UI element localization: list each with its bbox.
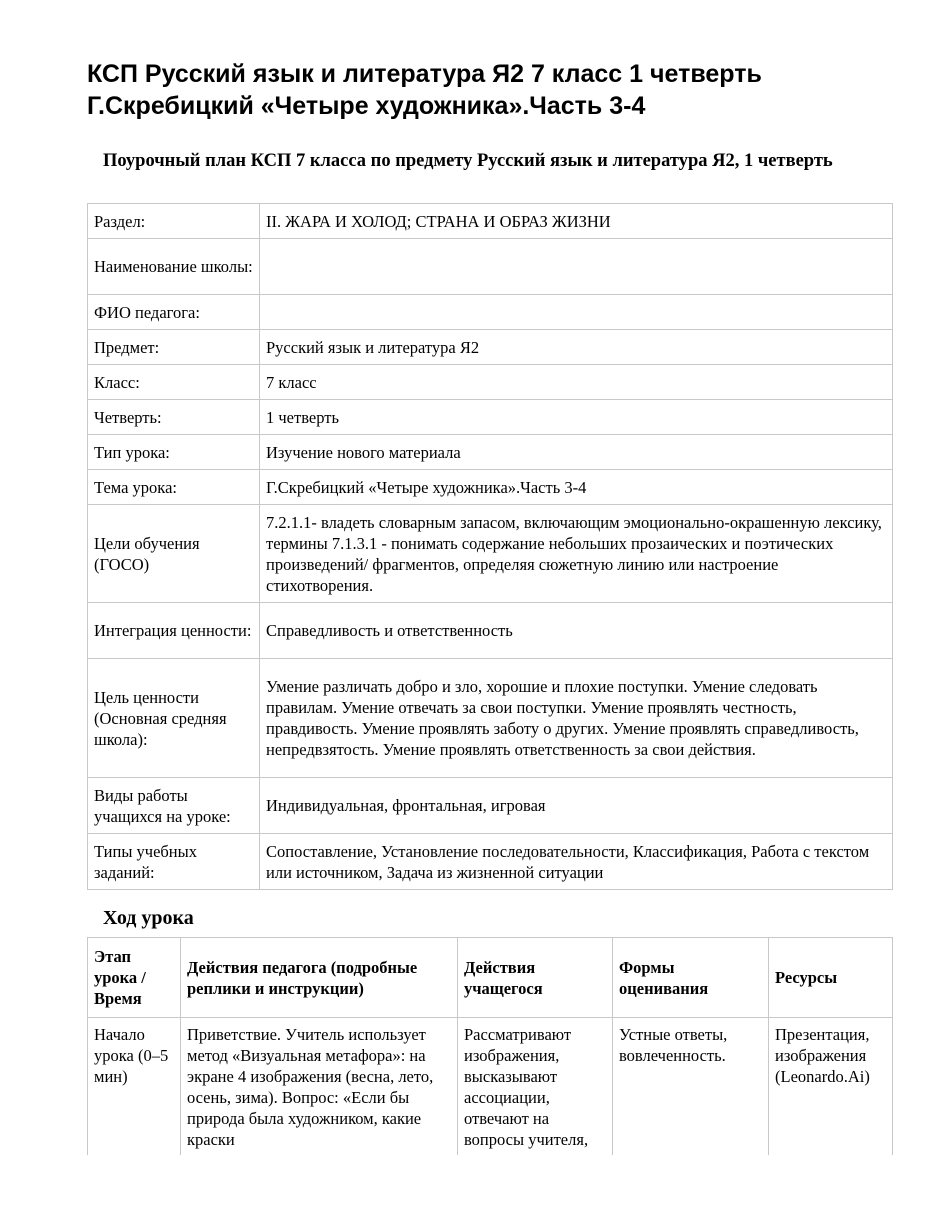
info-value: Индивидуальная, фронтальная, игровая xyxy=(260,778,893,834)
info-label: Предмет: xyxy=(88,330,260,365)
table-row xyxy=(88,239,893,295)
cell-stage: Начало урока (0–5 мин) xyxy=(88,1018,181,1156)
table-row xyxy=(88,330,893,365)
header-assessment: Формы оценивания xyxy=(613,938,769,1018)
info-value: 7 класс xyxy=(260,365,893,400)
table-row xyxy=(88,1018,893,1156)
info-label: ФИО педагога: xyxy=(88,295,260,330)
info-label: Тип урока: xyxy=(88,435,260,470)
table-row xyxy=(88,659,893,778)
table-row xyxy=(88,295,893,330)
cell-teacher-actions: Приветствие. Учитель использует метод «Визуальная метафора»: на экране 4 изображения (весна, лето, осень, зима). Вопрос: «Если бы природа была художником, какие краски xyxy=(181,1018,458,1156)
info-value: 7.2.1.1- владеть словарным запасом, включающим эмоционально-окрашенную лексику, термины 7.1.3.1 - понимать содержание небольших прозаических и поэтических произведений/ фрагментов, определяя сюжетную линию или настроение стихотворения. xyxy=(260,505,893,603)
info-label: Цели обучения (ГОСО) xyxy=(88,505,260,603)
cell-assessment: Устные ответы, вовлеченность. xyxy=(613,1018,769,1156)
lesson-heading: Ход урока xyxy=(103,907,194,929)
info-label: Интеграция ценности: xyxy=(88,603,260,659)
header-student-actions: Действия учащегося xyxy=(458,938,613,1018)
info-label: Класс: xyxy=(88,365,260,400)
table-row xyxy=(88,365,893,400)
info-value: II. ЖАРА И ХОЛОД; СТРАНА И ОБРАЗ ЖИЗНИ xyxy=(260,204,893,239)
header-stage: Этап урока / Время xyxy=(88,938,181,1018)
info-value: Русский язык и литература Я2 xyxy=(260,330,893,365)
table-header-row xyxy=(88,938,893,1018)
info-value: Справедливость и ответственность xyxy=(260,603,893,659)
header-resources: Ресурсы xyxy=(769,938,893,1018)
info-label: Раздел: xyxy=(88,204,260,239)
info-value: Сопоставление, Установление последовательности, Классификация, Работа с текстом или источником, Задача из жизненной ситуации xyxy=(260,834,893,890)
info-label: Виды работы учащихся на уроке: xyxy=(88,778,260,834)
table-row xyxy=(88,400,893,435)
info-value: Умение различать добро и зло, хорошие и плохие поступки. Умение следовать правилам. Умение отвечать за свои поступки. Умение проявлять честность, правдивость. Умение проявлять заботу о других. Умение проявлять справедливость, непредвзятость. Умение проявлять ответственность за свои действия. xyxy=(260,659,893,778)
table-row xyxy=(88,470,893,505)
lesson-flow-section xyxy=(87,937,893,1155)
header-teacher-actions: Действия педагога (подробные реплики и инструкции) xyxy=(181,938,458,1018)
info-label: Четверть: xyxy=(88,400,260,435)
info-value: Изучение нового материала xyxy=(260,435,893,470)
table-row xyxy=(88,435,893,470)
info-label: Типы учебных заданий: xyxy=(88,834,260,890)
table-row xyxy=(88,505,893,603)
table-row xyxy=(88,603,893,659)
info-value: Г.Скребицкий «Четыре художника».Часть 3-4 xyxy=(260,470,893,505)
table-row xyxy=(88,778,893,834)
info-value xyxy=(260,295,893,330)
info-value xyxy=(260,239,893,295)
lesson-flow-table xyxy=(87,937,893,1155)
cell-student-actions: Рассматривают изображения, высказывают ассоциации, отвечают на вопросы учителя, xyxy=(458,1018,613,1156)
info-value: 1 четверть xyxy=(260,400,893,435)
info-label: Тема урока: xyxy=(88,470,260,505)
table-row xyxy=(88,834,893,890)
cell-resources: Презентация, изображения (Leonardo.Ai) xyxy=(769,1018,893,1156)
plan-subtitle: Поурочный план КСП 7 класса по предмету Русский язык и литература Я2, 1 четверть xyxy=(103,151,833,171)
page-title: КСП Русский язык и литература Я2 7 класс 1 четверть Г.Скребицкий «Четыре художника».Часть 3-4 xyxy=(87,60,762,120)
info-label: Наименование школы: xyxy=(88,239,260,295)
table-row xyxy=(88,204,893,239)
info-label: Цель ценности (Основная средняя школа): xyxy=(88,659,260,778)
lesson-info-table xyxy=(87,203,893,890)
